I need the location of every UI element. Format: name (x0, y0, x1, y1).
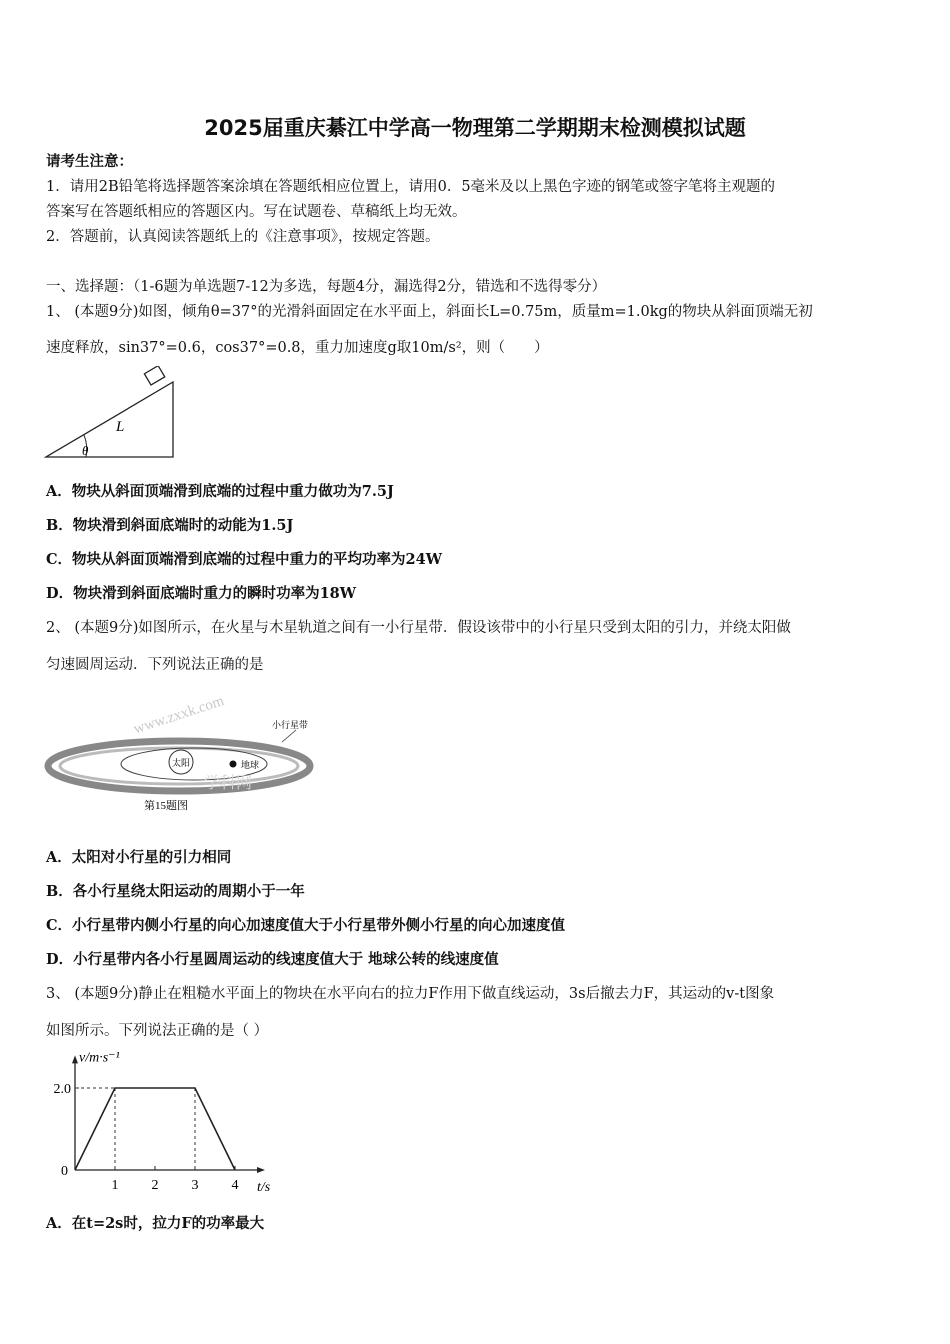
series-line (75, 1088, 235, 1170)
q2-line-1: 2、 (本题9分)如图所示，在火星与木星轨道之间有一小行星带．假设该带中的小行星只受到太阳的引力，并绕太阳做 (46, 620, 791, 636)
earth-label: 地球 (241, 760, 260, 770)
angle-label: θ (82, 443, 89, 458)
page-title: 2025届重庆綦江中学高一物理第二学期期末检测模拟试题 (204, 116, 746, 140)
watermark: www.zxxk.com (131, 693, 227, 738)
belt-label: 小行星带 (272, 720, 309, 730)
notice-line-2: 答案写在答题纸相应的答题区内。写在试题卷、草稿纸上均无效。 (46, 204, 467, 220)
notice-line-3: 2．答题前，认真阅读答题纸上的《注意事项》，按规定答题。 (46, 229, 440, 245)
length-label: L (116, 419, 125, 435)
asteroid-belt-figure (44, 684, 326, 816)
q1-option-c: C．物块从斜面顶端滑到底端的过程中重力的平均功率为24W (46, 551, 443, 568)
watermark-2: 学科网 (204, 775, 253, 792)
earth (230, 761, 237, 768)
q2-option-a: A．太阳对小行星的引力相同 (46, 849, 232, 866)
belt-pointer (282, 730, 296, 742)
x-axis-label: t/s (257, 1180, 271, 1195)
q3-line-1: 3、 (本题9分)静止在粗糙水平面上的物块在水平向右的拉力F作用下做直线运动，3s后撤去力F，其运动的v-t图象 (46, 986, 775, 1002)
incline-figure (44, 366, 179, 462)
y-axis-arrow (72, 1055, 78, 1063)
x-tick-label: 4 (231, 1178, 239, 1193)
section-heading: 一、选择题：（1-6题为单选题7-12为多选，每题4分，漏选得2分，错选和不选得零分） (46, 279, 607, 295)
origin-label: 0 (61, 1164, 68, 1179)
y-tick-label: 2.0 (53, 1082, 71, 1097)
x-tick-label: 2 (151, 1178, 159, 1193)
q3-line-2: 如图所示。下列说法正确的是（ ） (46, 1023, 269, 1039)
figure-caption: 第15题图 (144, 800, 188, 812)
q2-option-d: D．小行星带内各小行星圆周运动的线速度值大于 地球公转的线速度值 (46, 951, 499, 968)
q1-option-d: D．物块滑到斜面底端时重力的瞬时功率为18W (46, 585, 357, 602)
q1-line-2: 速度释放，sin37°=0.6，cos37°=0.8，重力加速度g取10m/s²，则（ ） (46, 340, 549, 356)
x-tick-label: 1 (111, 1178, 119, 1193)
chart-marks (75, 1088, 235, 1170)
notice-line-1: 1．请用2B铅笔将选择题答案涂填在答题纸相应位置上，请用0．5毫米及以上黑色字迹的钢笔或签字笔将主观题的 (46, 179, 776, 195)
x-axis-arrow (257, 1167, 265, 1173)
q2-option-c: C．小行星带内侧小行星的向心加速度值大于小行星带外侧小行星的向心加速度值 (46, 917, 566, 934)
y-axis-label: v/m·s⁻¹ (79, 1050, 120, 1066)
q3-option-a: A．在t=2s时，拉力F的功率最大 (46, 1215, 265, 1232)
chart-axes (54, 1055, 266, 1193)
q1-line-1: 1、 (本题9分)如图，倾角θ=37°的光滑斜面固定在水平面上，斜面长L=0.75m，质量m=1.0kg的物块从斜面顶端无初 (46, 304, 813, 320)
x-tick-label: 3 (191, 1178, 199, 1193)
incline-triangle (46, 382, 173, 457)
sun-label: 太阳 (171, 758, 191, 768)
notice-heading: 请考生注意： (46, 153, 133, 170)
vt-chart (40, 1046, 300, 1201)
q1-option-b: B．物块滑到斜面底端时的动能为1.5J (46, 517, 294, 534)
q1-option-a: A．物块从斜面顶端滑到底端的过程中重力做功为7.5J (46, 483, 394, 500)
block (144, 366, 164, 385)
q2-option-b: B．各小行星绕太阳运动的周期小于一年 (46, 883, 305, 900)
q2-line-2: 匀速圆周运动．下列说法正确的是 (46, 657, 264, 673)
